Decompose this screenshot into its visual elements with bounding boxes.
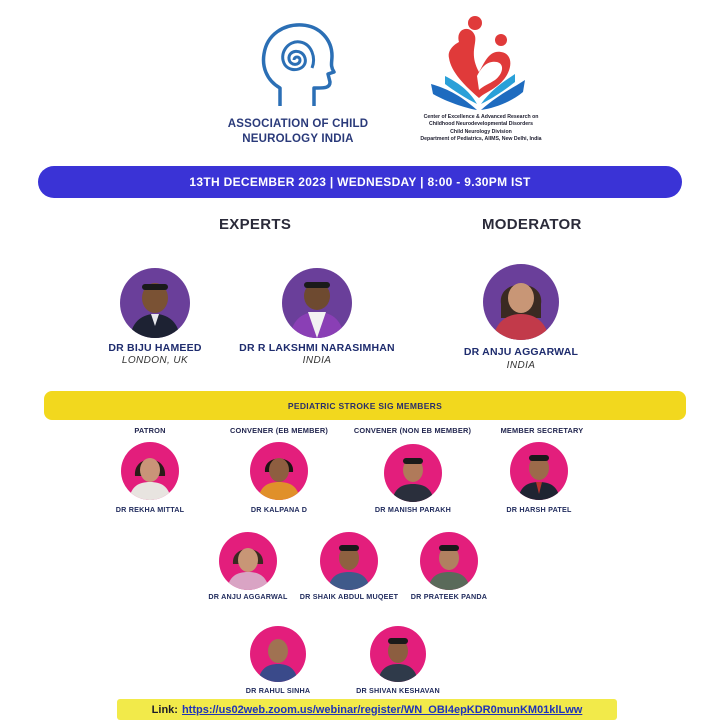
avatar-shivan-keshavan [370, 626, 426, 682]
avatar-anju-aggarwal-member [219, 532, 277, 590]
role-label: CONVENER (EB MEMBER) [229, 426, 329, 435]
role-label: MEMBER SECRETARY [500, 426, 584, 435]
member-name: DR ANJU AGGARWAL [208, 592, 288, 601]
experts-heading: EXPERTS [219, 216, 292, 233]
avatar-anju-aggarwal-moderator [483, 264, 559, 340]
role-label: CONVENER (NON EB MEMBER) [353, 426, 472, 435]
avatar-lakshmi-narasimhan [282, 268, 352, 338]
member-name: DR SHIVAN KESHAVAN [356, 686, 440, 695]
avatar-kalpana-d [250, 442, 308, 500]
acni-head-logo [258, 22, 336, 108]
avatar-rahul-sinha [250, 626, 306, 682]
moderator-heading: MODERATOR [482, 216, 582, 233]
member-name: DR RAHUL SINHA [245, 686, 311, 695]
acni-name: ASSOCIATION OF CHILD NEUROLOGY INDIA [227, 118, 369, 145]
avatar-shaik-abdul-muqeet [320, 532, 378, 590]
avatar-harsh-patel [510, 442, 568, 500]
link-label: Link: [151, 703, 178, 716]
coe-name: Center of Excellence & Advanced Research on Childhood Neurodevelopmental Disorders Child Neurology Division Department of Pediatrics, AIIMS, New Delhi, India [420, 114, 542, 142]
moderator-location: INDIA [506, 360, 536, 371]
member-name: DR KALPANA D [250, 505, 308, 514]
date-banner: 13TH DECEMBER 2023 | WEDNESDAY | 8:00 - 9.30PM IST [38, 166, 682, 198]
role-label: PATRON [134, 426, 166, 435]
expert-location: INDIA [302, 355, 332, 366]
expert-location: LONDON, UK [121, 355, 189, 366]
coe-family-heart-logo [425, 14, 533, 114]
member-name: DR PRATEEK PANDA [410, 592, 488, 601]
member-name: DR REKHA MITTAL [115, 505, 185, 514]
member-name: DR SHAIK ABDUL MUQEET [299, 592, 399, 601]
avatar-biju-hameed [120, 268, 190, 338]
sig-title-bar: PEDIATRIC STROKE SIG MEMBERS [44, 391, 686, 420]
registration-link[interactable]: https://us02web.zoom.us/webinar/register/WN_OBI4epKDR0munKM01klLww [181, 703, 583, 716]
expert-name: DR R LAKSHMI NARASIMHAN [239, 342, 395, 354]
registration-link-bar [117, 699, 617, 720]
avatar-manish-parakh [384, 444, 442, 502]
avatar-prateek-panda [420, 532, 478, 590]
member-name: DR MANISH PARAKH [374, 505, 452, 514]
member-name: DR HARSH PATEL [506, 505, 572, 514]
avatar-rekha-mittal [121, 442, 179, 500]
moderator-name: DR ANJU AGGARWAL [463, 346, 579, 358]
expert-name: DR BIJU HAMEED [108, 342, 202, 354]
